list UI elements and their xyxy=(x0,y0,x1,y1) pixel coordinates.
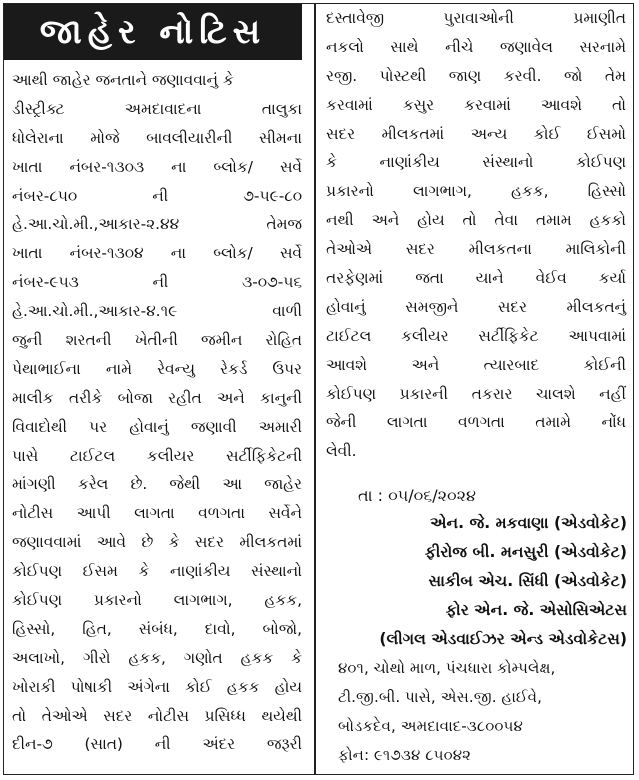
text-line: જુની શરતની ખેતીની જમીન રોહિત xyxy=(12,331,302,350)
text-line: ખોરાકી પોષાકી અંગેના કોઈ હકક હોય xyxy=(12,677,302,696)
phone-number: ફોન: ૯૧૭૩૪ ૮૫૦૪૨ xyxy=(338,746,472,764)
text-line: દીન-૭ (સાત) ની અંદર જરૂરી xyxy=(12,735,302,754)
text-line: હોવાનું સમજીને સદર મીલકતનું xyxy=(326,297,626,316)
signatory-3: સાકીબ એચ. સિંધી (એડવોકેટ) xyxy=(428,572,627,590)
notice-title: જાહેર નોટિસ xyxy=(4,4,302,60)
address-line-2: ટી.જી.બી. પાસે, એસ.જી. હાઈવે, xyxy=(338,688,542,706)
text-line: તેઓએ સદર મીલકતના માલિકોની xyxy=(326,240,626,259)
signatory-1: એન. જે. મકવાણા (એડવોકેટ) xyxy=(430,514,627,532)
text-line: ડીસ્ટ્રીક્ટ અમદાવાદના તાલુકા xyxy=(12,99,302,118)
text-line: ધોલેરાના મોજે બાવલીયારીની સીમના xyxy=(12,128,302,147)
text-line: નથી અને હોય તો તેવા તમામ હકકો xyxy=(326,211,626,230)
text-line: હે.આ.ચો.મી.,આકાર-૨.૪૪ તેમજ xyxy=(12,215,302,234)
text-line: માલીક તરીકે બોજા રહીત અને કાનુની xyxy=(12,388,302,407)
column-divider xyxy=(314,3,316,775)
text-line: નંબર-૯૫૩ ની ૩-૦૭-૫૬ xyxy=(12,273,302,292)
text-line: વિવાદોથી પર હોવાનું જણાવી અમારી xyxy=(12,417,302,436)
signatory-2: ફીરોજ બી. મનસુરી (એડવોકેટ) xyxy=(424,543,627,561)
text-line: કરવામાં કસુર કરવામાં આવશે તો xyxy=(326,95,626,114)
text-line: પેથાભાઈના નામે રેવન્યુ રેકર્ડ ઉપર xyxy=(12,359,302,378)
text-line: આથી જાહેર જનતાને જણાવવાનું કે xyxy=(12,71,234,89)
text-line: નોટીસ આપી લાગતા વળગતા સર્વેને xyxy=(12,504,302,523)
text-line: આવશે અને ત્યારબાદ કોઈની xyxy=(326,355,626,374)
firm-name: ફોર એન. જે. એસોસિએટસ xyxy=(445,601,627,619)
text-line: નકલો સાથે નીચે જણાવેલ સરનામે xyxy=(326,37,626,56)
address-line-3: બોડકદેવ, અમદાવાદ-૩૮૦૦૫૪ xyxy=(338,717,523,735)
text-line: સદર મીલકતમાં અન્ય કોઈ ઈસમો xyxy=(326,124,626,143)
firm-description: (લીગલ એડવાઈઝર એન્ડ એડવોકેટસ) xyxy=(379,630,627,648)
text-line: જેની લાગતા વળગતા તમામે નોંધ xyxy=(326,413,626,432)
text-line: ટાઈટલ કલીયર સર્ટીફિકેટ આપવામાં xyxy=(326,326,626,345)
text-line: તરફેણમાં જતા યાને વેઈવ કર્યા xyxy=(326,269,626,288)
text-line: અલાખો, ગીરો હકક, ગણોત હકક કે xyxy=(12,648,302,667)
text-line: કોઈપણ પ્રકારનો લાગભાગ, હકક, xyxy=(12,591,302,610)
text-line: ખાતા નંબર-૧૩૦૩ ના બ્લોક/ સર્વે xyxy=(12,157,302,176)
text-line: કોઈપણ પ્રકારની તકરાર ચાલશે નહીં xyxy=(326,384,626,403)
address-line-1: ૪૦૧, ચોથો માળ, પંચધારા કોમ્પલેક્ષ, xyxy=(338,659,556,677)
text-line: જણાવવામાં આવે છે કે સદર મીલકતમાં xyxy=(12,533,302,552)
text-line: દસ્તાવેજી પુરાવાઓની પ્રમાણીત xyxy=(326,9,626,27)
text-line: રજી. પોસ્ટથી જાણ કરવી. જો તેમ xyxy=(326,66,626,85)
text-line: હિસ્સો, હિત, સંબંધ, દાવો, બોજો, xyxy=(12,619,302,638)
text-line: નંબર-૮૫૦ ની ૭-૫૯-૮૦ xyxy=(12,186,302,205)
text-line: તો તેઓએ સદર નોટીસ પ્રસિધ્ધ થયેથી xyxy=(12,706,302,725)
notice-date: તા : ૦૫/૦૬/૨૦૨૪ xyxy=(358,486,476,505)
text-line: હે.આ.ચો.મી.,આકાર-૪.૧૯ વાળી xyxy=(12,302,302,321)
text-line: ખાતા નંબર-૧૩૦૪ ના બ્લોક/ સર્વે xyxy=(12,244,302,263)
text-line: માંગણી કરેલ છે. જેથી આ જાહેર xyxy=(12,475,302,494)
text-line: કોઈપણ ઈસમ કે નાણાંકીય સંસ્થાનો xyxy=(12,562,302,581)
text-line: લેવી. xyxy=(326,442,357,461)
left-column-text xyxy=(12,66,302,759)
text-line: પ્રકારનો લાગભાગ, હકક, હિસ્સો xyxy=(326,182,626,201)
text-line: પાસે ટાઈટલ કલીયર સર્ટીફિકેટની xyxy=(12,446,302,465)
right-column-text xyxy=(326,4,626,466)
text-line: કે નાણાંકીય સંસ્થાનો કોઈપણ xyxy=(326,153,626,172)
